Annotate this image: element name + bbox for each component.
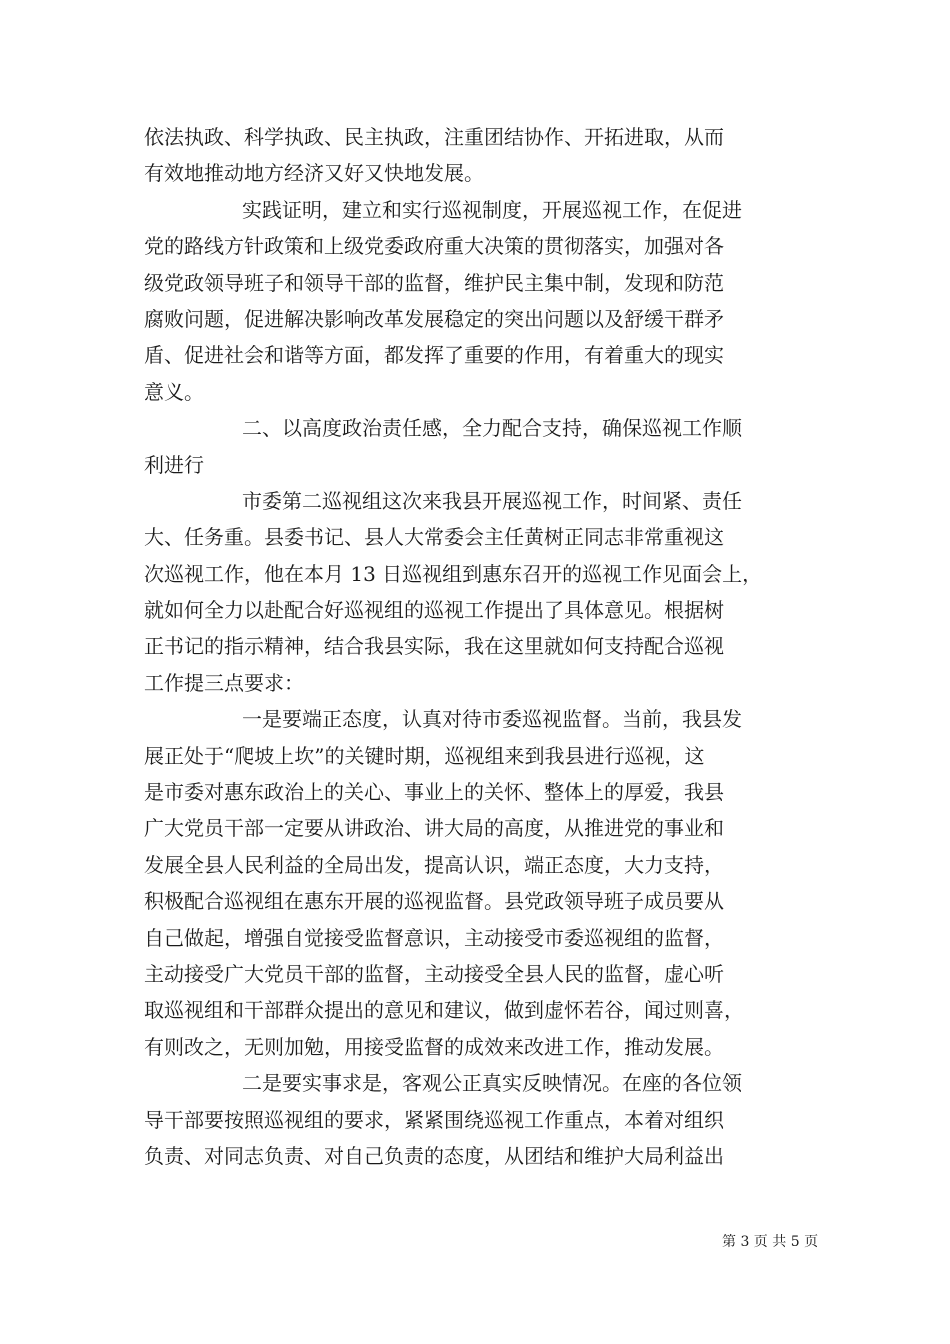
text-line: 市委第二巡视组这次来我县开展巡视工作，时间紧、责任 bbox=[242, 488, 742, 513]
text-line: 实践证明，建立和实行巡视制度，开展巡视工作，在促进 bbox=[242, 197, 742, 222]
text-line: 一是要端正态度，认真对待市委巡视监督。当前，我县发 bbox=[242, 707, 742, 732]
text-line: 工作提三点要求： bbox=[144, 670, 304, 695]
text-line: 大、任务重。县委书记、县人大常委会主任黄树正同志非常重视这 bbox=[144, 525, 724, 550]
text-line: 二是要实事求是，客观公正真实反映情况。在座的各位领 bbox=[242, 1071, 742, 1096]
text-line: 积极配合巡视组在惠东开展的巡视监督。县党政领导班子成员要从 bbox=[144, 889, 724, 914]
text-line: 发展全县人民利益的全局出发，提高认识，端正态度，大力支持， bbox=[144, 852, 724, 877]
text-line: 导干部要按照巡视组的要求，紧紧围绕巡视工作重点，本着对组织 bbox=[144, 1107, 724, 1132]
text-line: 有则改之，无则加勉，用接受监督的成效来改进工作，推动发展。 bbox=[144, 1034, 724, 1059]
text-line: 负责、对同志负责、对自己负责的态度，从团结和维护大局利益出 bbox=[144, 1143, 724, 1168]
text-line: 有效地推动地方经济又好又快地发展。 bbox=[144, 161, 484, 186]
text-line: 取巡视组和干部群众提出的意见和建议，做到虚怀若谷，闻过则喜， bbox=[144, 998, 744, 1023]
text-line: 自己做起，增强自觉接受监督意识，主动接受市委巡视组的监督， bbox=[144, 925, 724, 950]
section-heading: 利进行 bbox=[144, 452, 204, 477]
page-number-footer: 第 3 页 共 5 页 bbox=[722, 1234, 819, 1250]
text-line: 正书记的指示精神，结合我县实际，我在这里就如何支持配合巡视 bbox=[144, 634, 724, 659]
text-line: 依法执政、科学执政、民主执政，注重团结协作、开拓进取，从而 bbox=[144, 125, 724, 149]
text-line: 就如何全力以赴配合好巡视组的巡视工作提出了具体意见。根据树 bbox=[144, 598, 724, 623]
text-line: 腐败问题，促进解决影响改革发展稳定的突出问题以及舒缓干群矛 bbox=[144, 306, 724, 331]
section-heading: 二、以高度政治责任感，全力配合支持，确保巡视工作顺 bbox=[242, 416, 742, 441]
text-line: 展正处于“爬坡上坎”的关键时期，巡视组来到我县进行巡视，这 bbox=[144, 743, 705, 768]
text-line: 主动接受广大党员干部的监督，主动接受全县人民的监督，虚心听 bbox=[144, 961, 724, 986]
text-line: 盾、促进社会和谐等方面，都发挥了重要的作用，有着重大的现实 bbox=[144, 343, 724, 368]
body-text bbox=[144, 119, 807, 1174]
text-line: 次巡视工作，他在本月 13 日巡视组到惠东召开的巡视工作见面会上， bbox=[144, 561, 763, 586]
text-line: 广大党员干部一定要从讲政治、讲大局的高度，从推进党的事业和 bbox=[144, 816, 724, 841]
text-line: 党的路线方针政策和上级党委政府重大决策的贯彻落实，加强对各 bbox=[144, 234, 724, 259]
text-line: 是市委对惠东政治上的关心、事业上的关怀、整体上的厚爱，我县 bbox=[144, 780, 724, 805]
text-line: 意义。 bbox=[144, 379, 204, 404]
text-line: 级党政领导班子和领导干部的监督，维护民主集中制，发现和防范 bbox=[144, 270, 724, 295]
